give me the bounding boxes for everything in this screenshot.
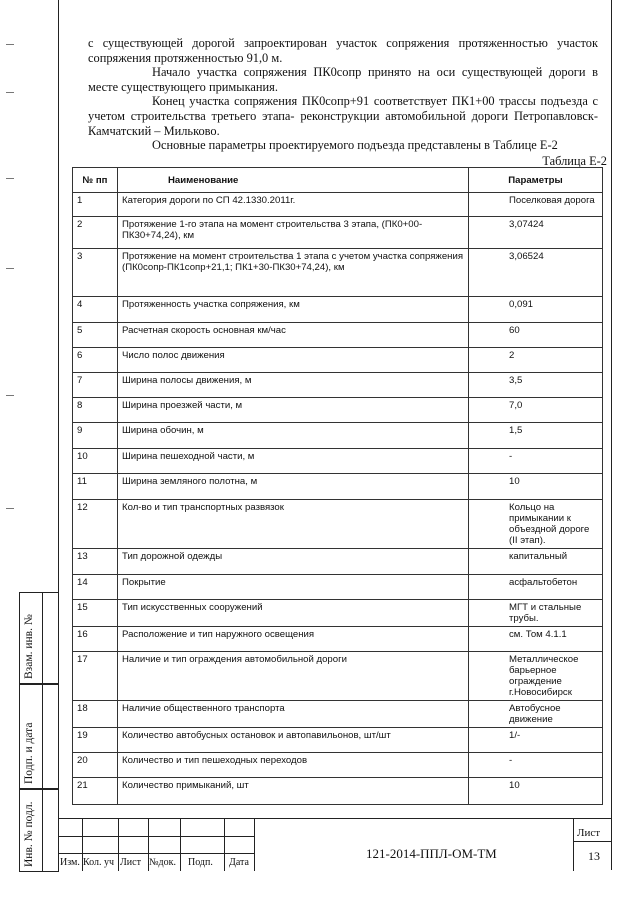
row-number: 15 xyxy=(73,600,118,627)
row-number: 20 xyxy=(73,753,118,778)
intro-text xyxy=(88,36,598,153)
row-value: 3,5 xyxy=(469,373,603,398)
row-value: 60 xyxy=(469,323,603,348)
row-number: 2 xyxy=(73,217,118,249)
header-params: Параметры xyxy=(469,168,603,193)
document-code: 121-2014-ППЛ-ОМ-ТМ xyxy=(366,846,497,861)
row-number: 6 xyxy=(73,348,118,373)
row-name: Покрытие xyxy=(118,575,469,600)
margin-tick xyxy=(6,268,14,269)
row-value: см. Том 4.1.1 xyxy=(469,627,603,652)
row-name: Число полос движения xyxy=(118,348,469,373)
row-name: Наличие и тип ограждения автомобильной дороги xyxy=(118,652,469,701)
stamp-line xyxy=(58,819,59,871)
table-row xyxy=(73,652,603,701)
row-value: 0,091 xyxy=(469,297,603,323)
table-row xyxy=(73,627,603,652)
side-cell-inv xyxy=(19,788,42,872)
sheet-number: 13 xyxy=(588,849,600,863)
stamp-col-ndok: №док. xyxy=(149,857,176,868)
intro-paragraph-4: Основные параметры проектируемого подъезда представлены в Таблице Е-2 xyxy=(152,138,558,153)
row-number: 18 xyxy=(73,701,118,728)
intro-paragraph-2: Начало участка сопряжения ПК0сопр принято на оси существующей дороги в месте существующего примыкания. xyxy=(88,65,598,94)
table-header-row xyxy=(73,168,603,193)
row-number: 10 xyxy=(73,449,118,474)
table-row xyxy=(73,249,603,297)
table-row xyxy=(73,600,603,627)
table-row xyxy=(73,348,603,373)
row-name: Ширина пешеходной части, м xyxy=(118,449,469,474)
row-value: Поселковая дорога xyxy=(469,193,603,217)
row-name: Протяженность участка сопряжения, км xyxy=(118,297,469,323)
row-name: Наличие общественного транспорта xyxy=(118,701,469,728)
table-row xyxy=(73,449,603,474)
stamp-line xyxy=(224,819,225,871)
row-value: - xyxy=(469,449,603,474)
row-number: 16 xyxy=(73,627,118,652)
row-name: Ширина земляного полотна, м xyxy=(118,474,469,500)
row-number: 12 xyxy=(73,500,118,549)
row-value: капитальный xyxy=(469,549,603,575)
table-row xyxy=(73,423,603,449)
title-block xyxy=(58,818,611,871)
row-name: Количество и тип пешеходных переходов xyxy=(118,753,469,778)
stamp-col-izm: Изм. xyxy=(60,857,80,868)
row-number: 1 xyxy=(73,193,118,217)
table-row xyxy=(73,500,603,549)
row-value: 2 xyxy=(469,348,603,373)
margin-tick xyxy=(6,395,14,396)
table-caption: Таблица Е-2 xyxy=(542,154,607,168)
table-row xyxy=(73,373,603,398)
stamp-col-data: Дата xyxy=(229,857,249,868)
row-name: Тип дорожной одежды xyxy=(118,549,469,575)
margin-tick xyxy=(6,508,14,509)
row-name: Кол-во и тип транспортных развязок xyxy=(118,500,469,549)
row-name: Ширина обочин, м xyxy=(118,423,469,449)
frame-right-border xyxy=(611,0,612,870)
margin-tick xyxy=(6,92,14,93)
row-name: Категория дороги по СП 42.1330.2011г. xyxy=(118,193,469,217)
row-value: Кольцо на примыкании к объездной дороге (II этап). xyxy=(469,500,603,549)
row-name: Ширина проезжей части, м xyxy=(118,398,469,423)
side-cell-podp xyxy=(19,683,42,790)
row-value: Металлическое барьерное ограждение г.Новосибирск xyxy=(469,652,603,701)
row-value: - xyxy=(469,753,603,778)
stamp-line xyxy=(180,819,181,871)
table-row xyxy=(73,323,603,348)
row-name: Расположение и тип наружного освещения xyxy=(118,627,469,652)
row-name: Ширина полосы движения, м xyxy=(118,373,469,398)
table-body xyxy=(73,193,603,805)
row-value: 1/- xyxy=(469,728,603,753)
stamp-line xyxy=(254,819,255,871)
stamp-col-list: Лист xyxy=(120,857,141,868)
side-label-inv: Инв. № подл. xyxy=(23,801,35,867)
header-name: Наименование xyxy=(118,168,469,193)
sheet-box xyxy=(573,819,612,871)
stamp-col-podp: Подп. xyxy=(188,857,213,868)
side-block-podp xyxy=(42,683,59,790)
sheet-separator xyxy=(574,841,612,842)
row-name: Расчетная скорость основная км/час xyxy=(118,323,469,348)
margin-tick xyxy=(6,178,14,179)
stamp-col-kol: Кол. уч xyxy=(83,857,115,868)
row-number: 3 xyxy=(73,249,118,297)
row-number: 9 xyxy=(73,423,118,449)
side-block-inv xyxy=(42,788,59,872)
row-number: 7 xyxy=(73,373,118,398)
table-row xyxy=(73,474,603,500)
table-row xyxy=(73,728,603,753)
table-row xyxy=(73,778,603,805)
row-name: Протяжение 1-го этапа на момент строительства 3 этапа, (ПК0+00-ПК30+74,24), км xyxy=(118,217,469,249)
row-value: 1,5 xyxy=(469,423,603,449)
row-value: 3,06524 xyxy=(469,249,603,297)
table-row xyxy=(73,297,603,323)
table-row xyxy=(73,217,603,249)
row-value: Автобусное движение xyxy=(469,701,603,728)
row-number: 17 xyxy=(73,652,118,701)
row-value: 10 xyxy=(469,778,603,805)
table-row xyxy=(73,193,603,217)
intro-paragraph-1: с существующей дорогой запроектирован участок сопряжения протяженностью участок сопряжения протяженностью 91,0 м. xyxy=(88,36,598,65)
row-value: 3,07424 xyxy=(469,217,603,249)
row-number: 11 xyxy=(73,474,118,500)
row-value: МГТ и стальные трубы. xyxy=(469,600,603,627)
row-name: Тип искусственных сооружений xyxy=(118,600,469,627)
row-name: Протяжение на момент строительства 1 этапа с учетом участка сопряжения (ПК0сопр-ПК1сопр+21,1; ПК1+30-ПК30+74,24), км xyxy=(118,249,469,297)
row-number: 5 xyxy=(73,323,118,348)
row-number: 4 xyxy=(73,297,118,323)
row-number: 8 xyxy=(73,398,118,423)
row-name: Количество примыканий, шт xyxy=(118,778,469,805)
header-num: № пп xyxy=(73,168,118,193)
side-label-podp: Подп. и дата xyxy=(23,722,35,784)
row-value: 10 xyxy=(469,474,603,500)
row-number: 13 xyxy=(73,549,118,575)
side-block-vzam xyxy=(42,592,59,685)
table-row xyxy=(73,398,603,423)
table-row xyxy=(73,701,603,728)
row-name: Количество автобусных остановок и автопавильонов, шт/шт xyxy=(118,728,469,753)
table-row xyxy=(73,549,603,575)
margin-tick xyxy=(6,44,14,45)
row-value: асфальтобетон xyxy=(469,575,603,600)
row-value: 7,0 xyxy=(469,398,603,423)
table-row xyxy=(73,753,603,778)
row-number: 14 xyxy=(73,575,118,600)
table-row xyxy=(73,575,603,600)
side-label-vzam: Взам. инв. № xyxy=(23,614,35,679)
stamp-line xyxy=(118,819,119,871)
side-cell-vzam xyxy=(19,592,42,685)
intro-paragraph-3: Конец участка сопряжения ПК0сопр+91 соответствует ПК1+00 трассы подъезда с учетом строительства третьего этапа- реконструкции автомобильной дороги Петропавловск-Камчатский – Мильково. xyxy=(88,94,598,138)
parameters-table xyxy=(72,167,603,805)
row-number: 21 xyxy=(73,778,118,805)
row-number: 19 xyxy=(73,728,118,753)
sheet-label: Лист xyxy=(577,827,601,839)
